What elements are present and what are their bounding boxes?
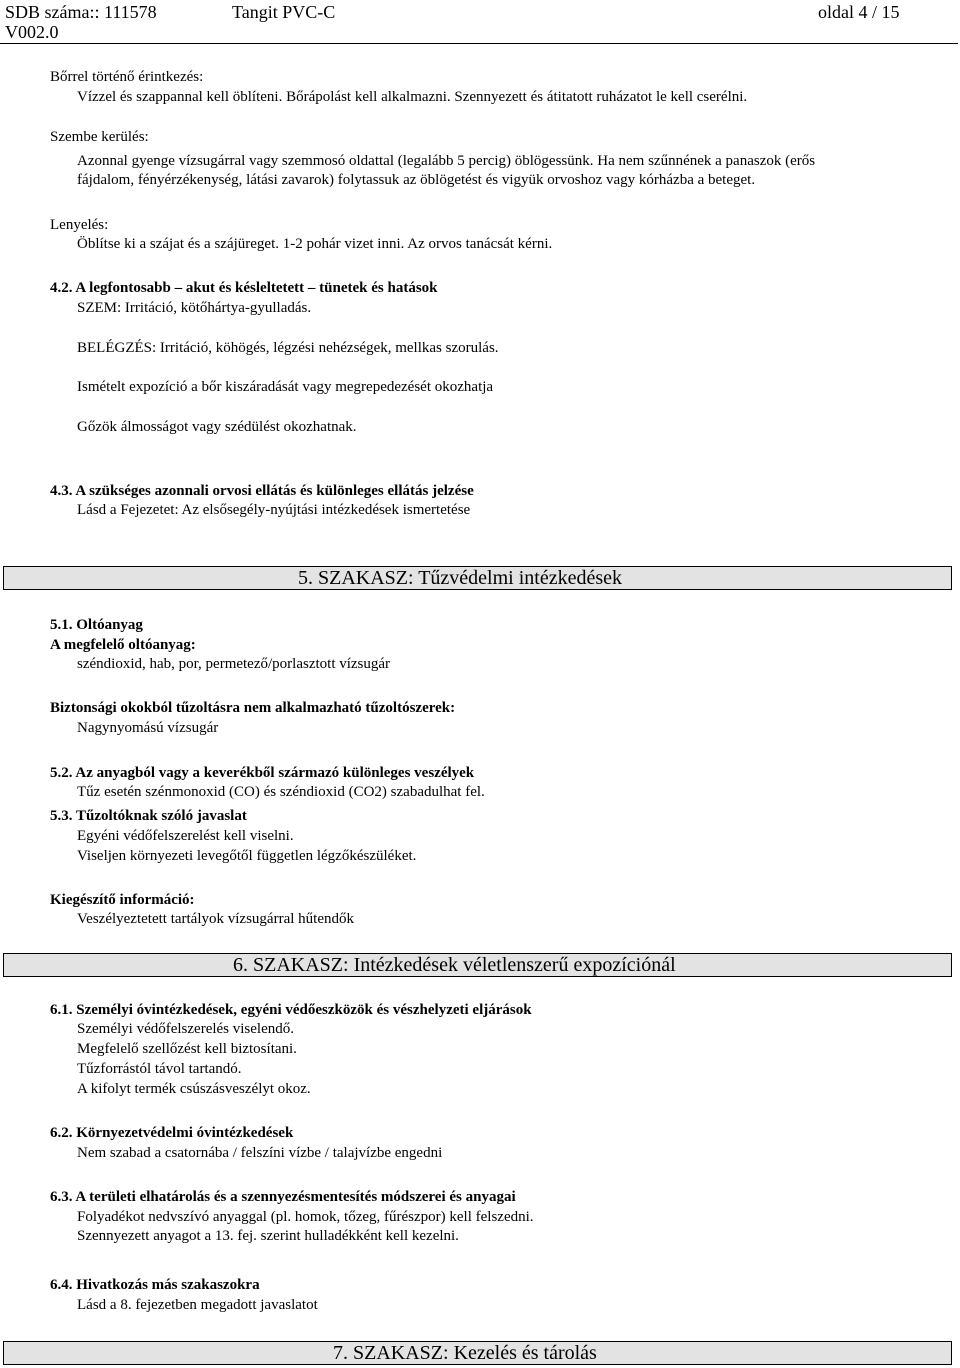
section-5-2-text: Tűz esetén szénmonoxid (CO) és széndioxid (CO2) szabadulhat fel.	[77, 784, 485, 800]
section-6-1-title: 6.1. Személyi óvintézkedések, egyéni védőeszközök és vészhelyzeti eljárások	[50, 1002, 532, 1018]
ingestion-title: Lenyelés:	[50, 217, 109, 233]
section-5-1-title: 5.1. Oltóanyag	[50, 617, 143, 633]
eye-contact-title: Szembe kerülés:	[50, 129, 149, 145]
symptom-skin: Ismételt expozíció a bőr kiszáradását vagy megrepedezését okozhatja	[77, 379, 494, 395]
symptom-vapours: Gőzök álmosságot vagy szédülést okozhatnak.	[77, 419, 357, 435]
document-version: V002.0	[5, 22, 59, 42]
unsuitable-media-text: Nagynyomású vízsugár	[77, 720, 219, 736]
symptom-inhalation: BELÉGZÉS: Irritáció, köhögés, légzési nehézségek, mellkas szorulás.	[77, 340, 499, 356]
section-5-3-line2: Viseljen környezeti levegőtől független légzőkészüléket.	[77, 848, 417, 864]
section-5-2-title: 5.2. Az anyagból vagy a keverékből származó különleges veszélyek	[50, 765, 475, 781]
section-5-3-line1: Egyéni védőfelszerelést kell viselni.	[77, 828, 294, 844]
sdb-number: SDB száma:: 111578	[5, 2, 157, 22]
section-6-3-title: 6.3. A területi elhatárolás és a szennyezésmentesítés módszerei és anyagai	[50, 1189, 516, 1205]
section-4-3-title: 4.3. A szükséges azonnali orvosi ellátás és különleges ellátás jelzése	[50, 483, 474, 499]
section-6-1-line2: Megfelelő szellőzést kell biztosítani.	[77, 1041, 297, 1057]
section-6-3-line1: Folyadékot nedvszívó anyaggal (pl. homok, tőzeg, fűrészpor) kell felszedni.	[77, 1209, 534, 1225]
section-6-1-line3: Tűzforrástól távol tartandó.	[77, 1061, 242, 1077]
ingestion-text: Öblítse ki a szájat és a szájüreget. 1-2 pohár vizet inni. Az orvos tanácsát kérni.	[77, 236, 553, 252]
section-5-title: 5. SZAKASZ: Tűzvédelmi intézkedések	[298, 567, 623, 589]
section-6-1-line4: A kifolyt termék csúszásveszélyt okoz.	[77, 1081, 311, 1097]
section-4-3-text: Lásd a Fejezetet: Az elsősegély-nyújtási intézkedések ismertetése	[77, 502, 471, 518]
eye-contact-line1: Azonnal gyenge vízsugárral vagy szemmosó oldattal (legalább 5 percig) öblögessünk. Ha nem szűnnének a panaszok (erős	[77, 153, 816, 169]
product-name: Tangit PVC-C	[232, 2, 336, 22]
skin-contact-title: Bőrrel történő érintkezés:	[50, 69, 204, 85]
suitable-media-title: A megfelelő oltóanyag:	[50, 637, 196, 653]
header-rule	[0, 43, 958, 44]
section-6-3-line2: Szennyezett anyagot a 13. fej. szerint hulladékként kell kezelni.	[77, 1228, 459, 1244]
unsuitable-media-title: Biztonsági okokból tűzoltásra nem alkalmazható tűzoltószerek:	[50, 700, 456, 716]
suitable-media-text: széndioxid, hab, por, permetező/porlasztott vízsugár	[77, 656, 391, 672]
section-4-2-title: 4.2. A legfontosabb – akut és késleltetett – tünetek és hatások	[50, 280, 438, 296]
section-6-2-title: 6.2. Környezetvédelmi óvintézkedések	[50, 1125, 294, 1141]
section-6-1-line1: Személyi védőfelszerelés viselendő.	[77, 1021, 295, 1037]
section-7-title: 7. SZAKASZ: Kezelés és tárolás	[333, 1342, 597, 1364]
additional-info-text: Veszélyeztetett tartályok vízsugárral hűtendők	[77, 911, 354, 927]
eye-contact-line2: fájdalom, fényérzékenység, látási zavarok) folytassuk az öblögetést és vigyük orvoshoz vagy kórházba a beteget.	[77, 172, 756, 188]
section-6-2-text: Nem szabad a csatornába / felszíni vízbe / talajvízbe engedni	[77, 1145, 443, 1161]
symptom-eye: SZEM: Irritáció, kötőhártya-gyulladás.	[77, 300, 312, 316]
section-6-4-text: Lásd a 8. fejezetben megadott javaslatot	[77, 1297, 318, 1313]
section-6-4-title: 6.4. Hivatkozás más szakaszokra	[50, 1277, 260, 1293]
section-5-3-title: 5.3. Tűzoltóknak szóló javaslat	[50, 808, 247, 824]
page-indicator: oldal 4 / 15	[818, 2, 900, 22]
section-6-title: 6. SZAKASZ: Intézkedések véletlenszerű expozíciónál	[233, 954, 676, 976]
additional-info-title: Kiegészítő információ:	[50, 892, 195, 908]
skin-contact-text: Vízzel és szappannal kell öblíteni. Bőrápolást kell alkalmazni. Szennyezett és átitatott ruházatot le kell cserélni.	[77, 89, 748, 105]
